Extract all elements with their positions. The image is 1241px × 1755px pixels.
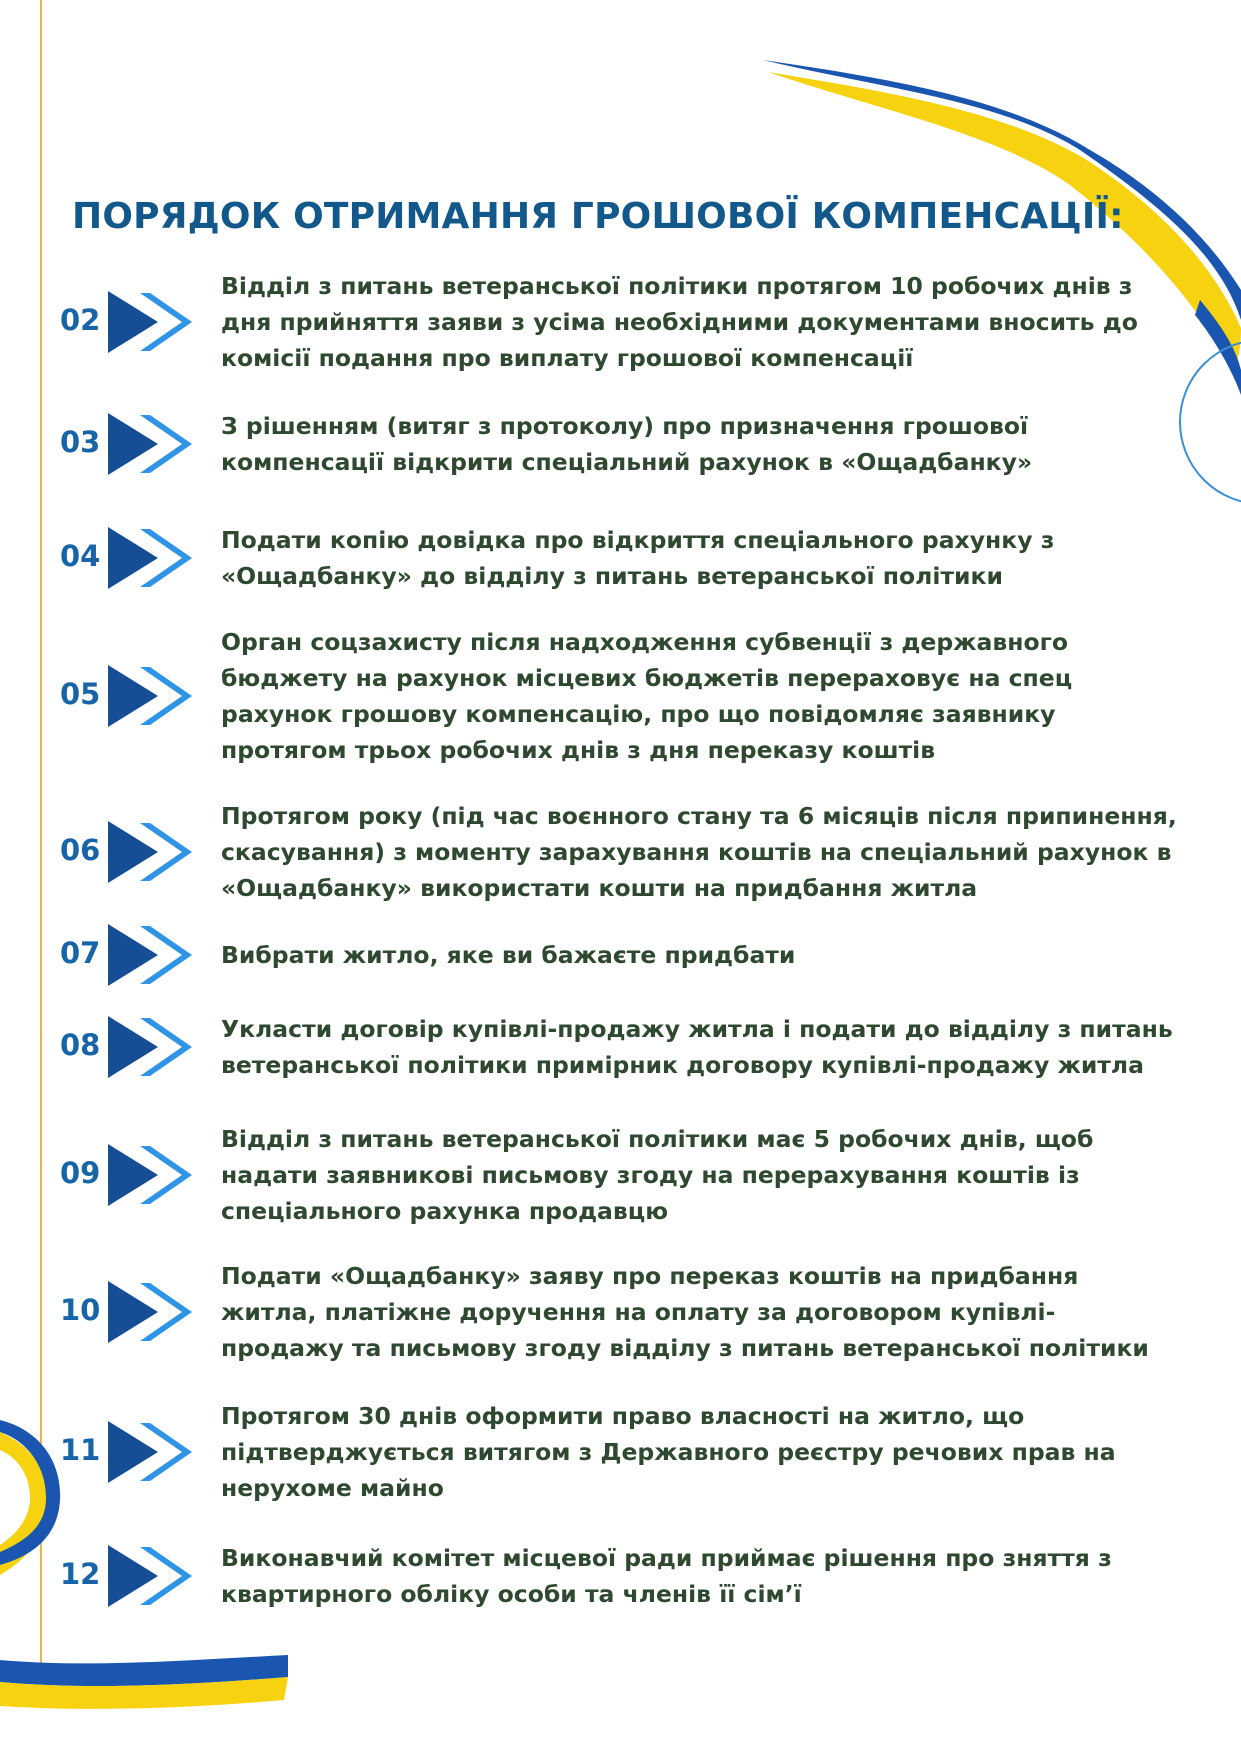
step-text: Відділ з питань ветеранської політики має 5 робочих днів, щоб надати заявникові письмову згоду на перерахування коштів із спеціального рахунка продавцю: [221, 1125, 1094, 1225]
step-item: [0, 1121, 1241, 1229]
arrow-icon: [104, 1543, 196, 1609]
step-item: [0, 522, 1241, 594]
step-text: Вибрати житло, яке ви бажаєте придбати: [221, 941, 796, 969]
step-number: 04: [60, 539, 101, 573]
step-number: 10: [60, 1293, 101, 1327]
page-title: ПОРЯДОК ОТРИМАННЯ ГРОШОВОЇ КОМПЕНСАЦІЇ:: [72, 196, 1124, 237]
step-number: 12: [60, 1557, 101, 1591]
step-number: 08: [60, 1028, 101, 1062]
arrow-icon: [104, 1279, 196, 1345]
step-number: 07: [60, 936, 101, 970]
arrow-icon: [104, 922, 196, 988]
arrow-icon: [104, 1142, 196, 1208]
step-item: [0, 1398, 1241, 1506]
step-text: З рішенням (витяг з протоколу) про призначення грошової компенсації відкрити спеціальний рахунок в «Ощадбанку»: [221, 412, 1033, 476]
arrow-icon: [104, 663, 196, 729]
step-number: 02: [60, 303, 101, 337]
step-number: 05: [60, 677, 101, 711]
arrow-icon: [104, 819, 196, 885]
step-item: [0, 268, 1241, 376]
step-item: [0, 1011, 1241, 1083]
step-text: Виконавчий комітет місцевої ради приймає рішення про зняття з квартирного обліку особи та членів її сім’ї: [221, 1544, 1112, 1608]
arrow-icon: [104, 411, 196, 477]
step-item: [0, 798, 1241, 906]
step-item: [0, 408, 1241, 480]
step-text: Подати «Ощадбанку» заяву про переказ коштів на придбання житла, платіжне доручення на оплату за договором купівлі- продажу та письмову згоду відділу з питань ветеранської політики: [221, 1262, 1149, 1362]
step-text: Подати копію довідка про відкриття спеціального рахунку з «Ощадбанку» до відділу з питань ветеранської політики: [221, 526, 1055, 590]
arrow-icon: [104, 1014, 196, 1080]
step-number: 03: [60, 425, 101, 459]
step-item: [0, 624, 1241, 768]
step-number: 11: [60, 1433, 101, 1467]
step-item: [0, 1540, 1241, 1612]
arrow-icon: [104, 1419, 196, 1485]
step-number: 06: [60, 833, 101, 867]
arrow-icon: [104, 289, 196, 355]
step-text: Протягом року (під час воєнного стану та 6 місяців після припинення, скасування) з моменту зарахування коштів на спеціальний рахунок в «Ощадбанку» використати кошти на придбання житла: [221, 802, 1177, 902]
step-item: [0, 1258, 1241, 1366]
step-item: [0, 937, 1241, 973]
step-text: Укласти договір купівлі-продажу житла і подати до відділу з питань ветеранської політики примірник договору купівлі-продажу житла: [221, 1015, 1173, 1079]
step-number: 09: [60, 1156, 101, 1190]
step-text: Протягом 30 днів оформити право власності на житло, що підтверджується витягом з Державного реєстру речових прав на нерухоме майно: [221, 1402, 1116, 1502]
step-text: Відділ з питань ветеранської політики протягом 10 робочих днів з дня прийняття заяви з усіма необхідними документами вносить до комісії подання про виплату грошової компенсації: [221, 272, 1138, 372]
step-text: Орган соцзахисту після надходження субвенції з державного бюджету на рахунок місцевих бюджетів перераховує на спец рахунок грошову компенсацію, про що повідомляє заявнику протягом трьох робочих днів з дня переказу коштів: [221, 628, 1073, 764]
arrow-icon: [104, 525, 196, 591]
